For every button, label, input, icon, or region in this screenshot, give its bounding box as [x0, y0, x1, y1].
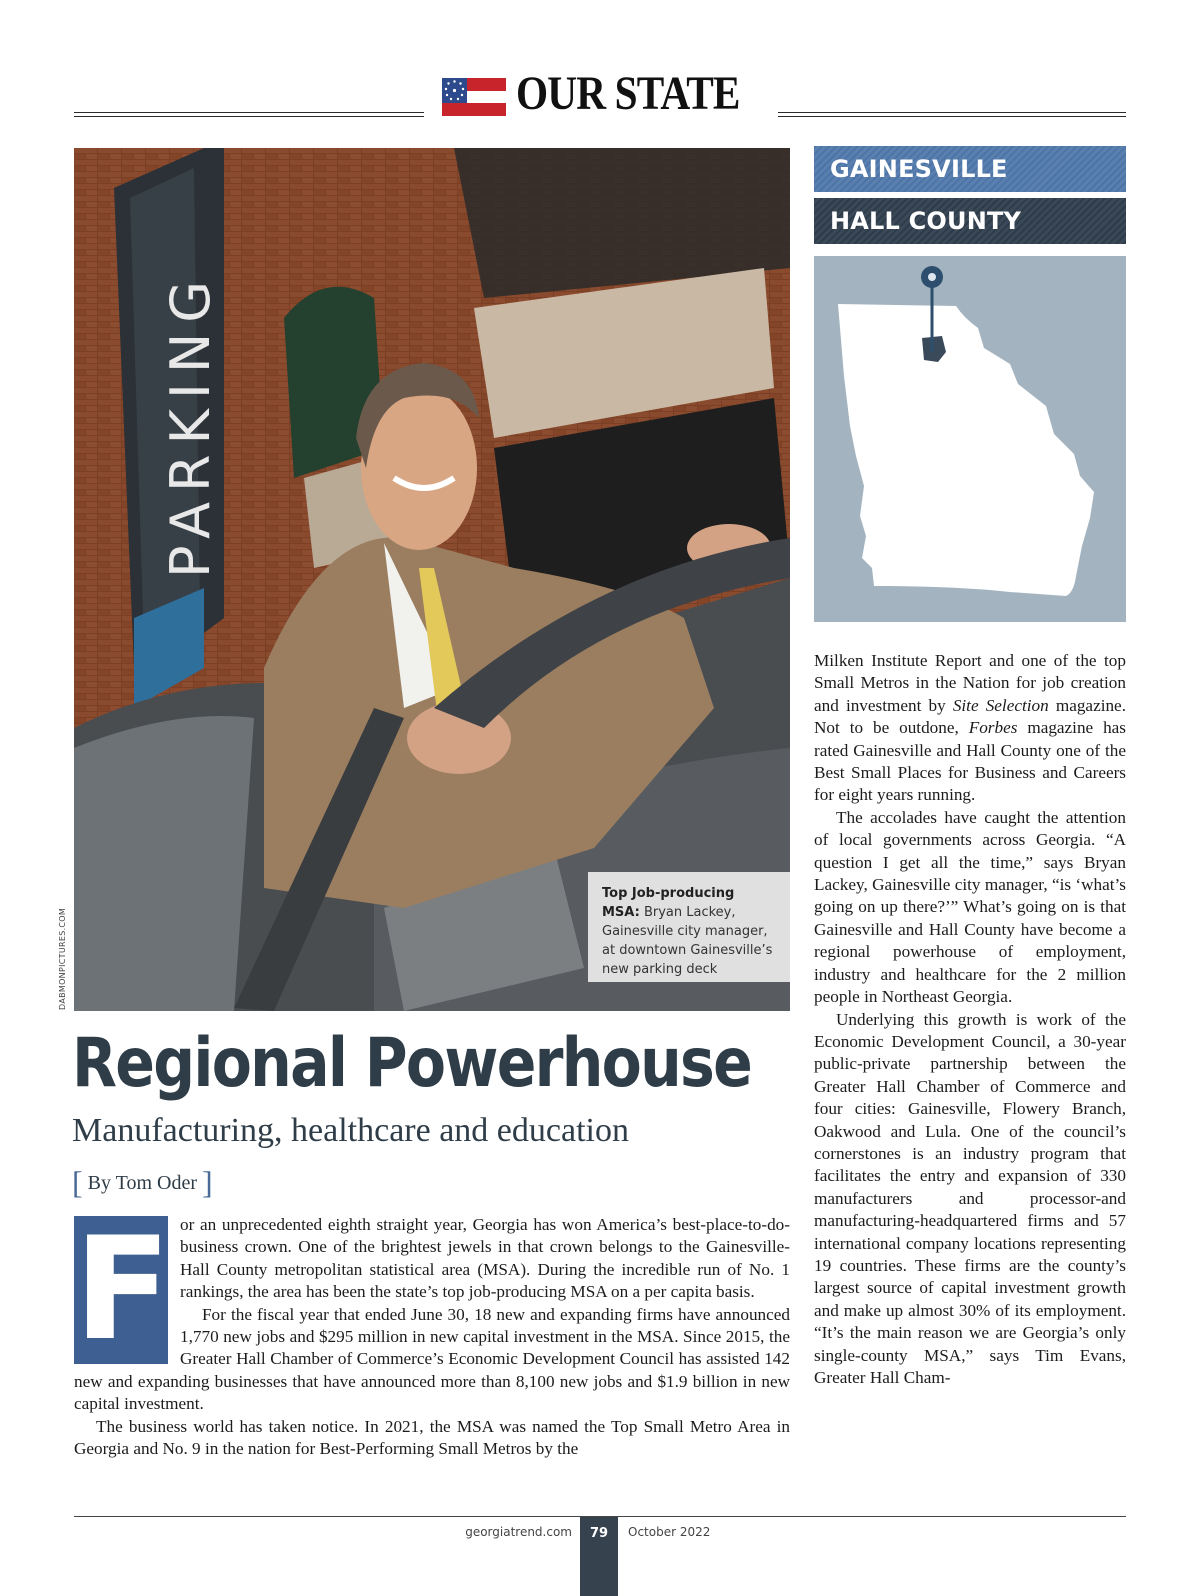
section-title: OUR STATE	[516, 67, 740, 120]
feature-photo	[74, 148, 790, 1011]
body-column-left	[74, 1214, 790, 1486]
caption-label: Top Job-producing MSA:	[602, 886, 735, 920]
byline-bracket-open: [	[72, 1164, 83, 1200]
page-number: 79	[580, 1517, 618, 1596]
georgia-locator-map	[814, 256, 1126, 622]
paragraph-2: For the fiscal year that ended June 30, 18 new and expanding firms have announced 1,770 new jobs and $295 million in new capital investment in the MSA. Since 2015, the Greater Hall Chamber of Commerce’s Economic Development Council has assisted 142 new and expanding businesses that have announced more than 8,100 new jobs and $1.9 billion in new capital investment.	[74, 1304, 790, 1414]
parking-sign-text: PARKING	[159, 270, 222, 578]
paragraph-4a: Milken Institute Report and one of the top Small Metros in the Nation for job creation and investment by	[814, 651, 1126, 715]
publication-site-selection: Site Selection	[952, 695, 1049, 715]
headline: Regional Powerhouse	[72, 1024, 752, 1103]
georgia-flag-icon	[442, 78, 506, 116]
deck: Manufacturing, healthcare and education	[72, 1112, 629, 1149]
paragraph-4	[814, 650, 1126, 807]
byline-text: By Tom Oder	[87, 1172, 197, 1194]
footer-site: georgiatrend.com	[465, 1525, 572, 1539]
body-column-right	[814, 650, 1126, 1490]
paragraph-1: or an unprecedented eighth straight year, Georgia has won America’s best-place-to-do-business crown. One of the brightest jewels in that crown belongs to the Gainesville-Hall County metropolitan statistical area (MSA). During the incredible run of No. 1 rankings, the area has been the state’s top job-producing MSA on a per capita basis.	[180, 1215, 790, 1302]
photo-credit: DABMONPICTURES.COM	[58, 907, 67, 1010]
paragraph-5: The accolades have caught the attention of local governments across Georgia. “A question I get all the time,” says Bryan Lackey, Gainesville city manager, “is ‘what’s going on up there?’” What’s going on is that Gainesville and Hall County have become a regional powerhouse of employment, industry and healthcare for the 2 million people in Northeast Georgia.	[814, 807, 1126, 1007]
paragraph-3: The business world has taken notice. In 2021, the MSA was named the Top Small Metro Area in Georgia and No. 9 in the nation for Best-Performing Small Metros by the	[74, 1416, 790, 1459]
byline	[72, 1164, 213, 1201]
header-rule-right	[778, 112, 1126, 117]
paragraph-4c: magazine has rated Gainesville and Hall County one of the Best Small Places for Business and Careers for eight years running.	[814, 718, 1126, 805]
caption-text: Bryan Lackey, Gainesville city manager, at downtown Gainesville’s new parking deck	[602, 905, 773, 977]
county-label: HALL COUNTY	[814, 198, 1126, 244]
header-rule-left	[74, 112, 424, 117]
footer-date: October 2022	[628, 1525, 711, 1539]
paragraph-6: Underlying this growth is work of the Economic Development Council, a 30-year public-private partnership between the Greater Hall Chamber of Commerce and four cities: Gainesville, Flowery Branch, Oakwood and Lula. One of the council’s cornerstones is an industry program that facilitates the entry and expansion of 330 manufacturers and processor-and manufacturing-headquartered firms and 57 international company locations representing 19 countries. These firms are the county’s largest source of capital investment growth and make up almost 30% of its employment. “It’s the main reason we are Georgia’s only single-county MSA,” says Tim Evans, Greater Hall Cham-	[814, 1009, 1126, 1387]
georgia-map-pin-icon	[814, 256, 1126, 622]
publication-forbes: Forbes	[968, 718, 1018, 738]
photo-caption	[588, 872, 790, 982]
drop-cap: F	[74, 1214, 172, 1372]
city-label: GAINESVILLE	[814, 146, 1126, 192]
paragraph-4b: magazine. Not to be outdone,	[814, 695, 1126, 738]
byline-bracket-close: ]	[202, 1164, 213, 1200]
